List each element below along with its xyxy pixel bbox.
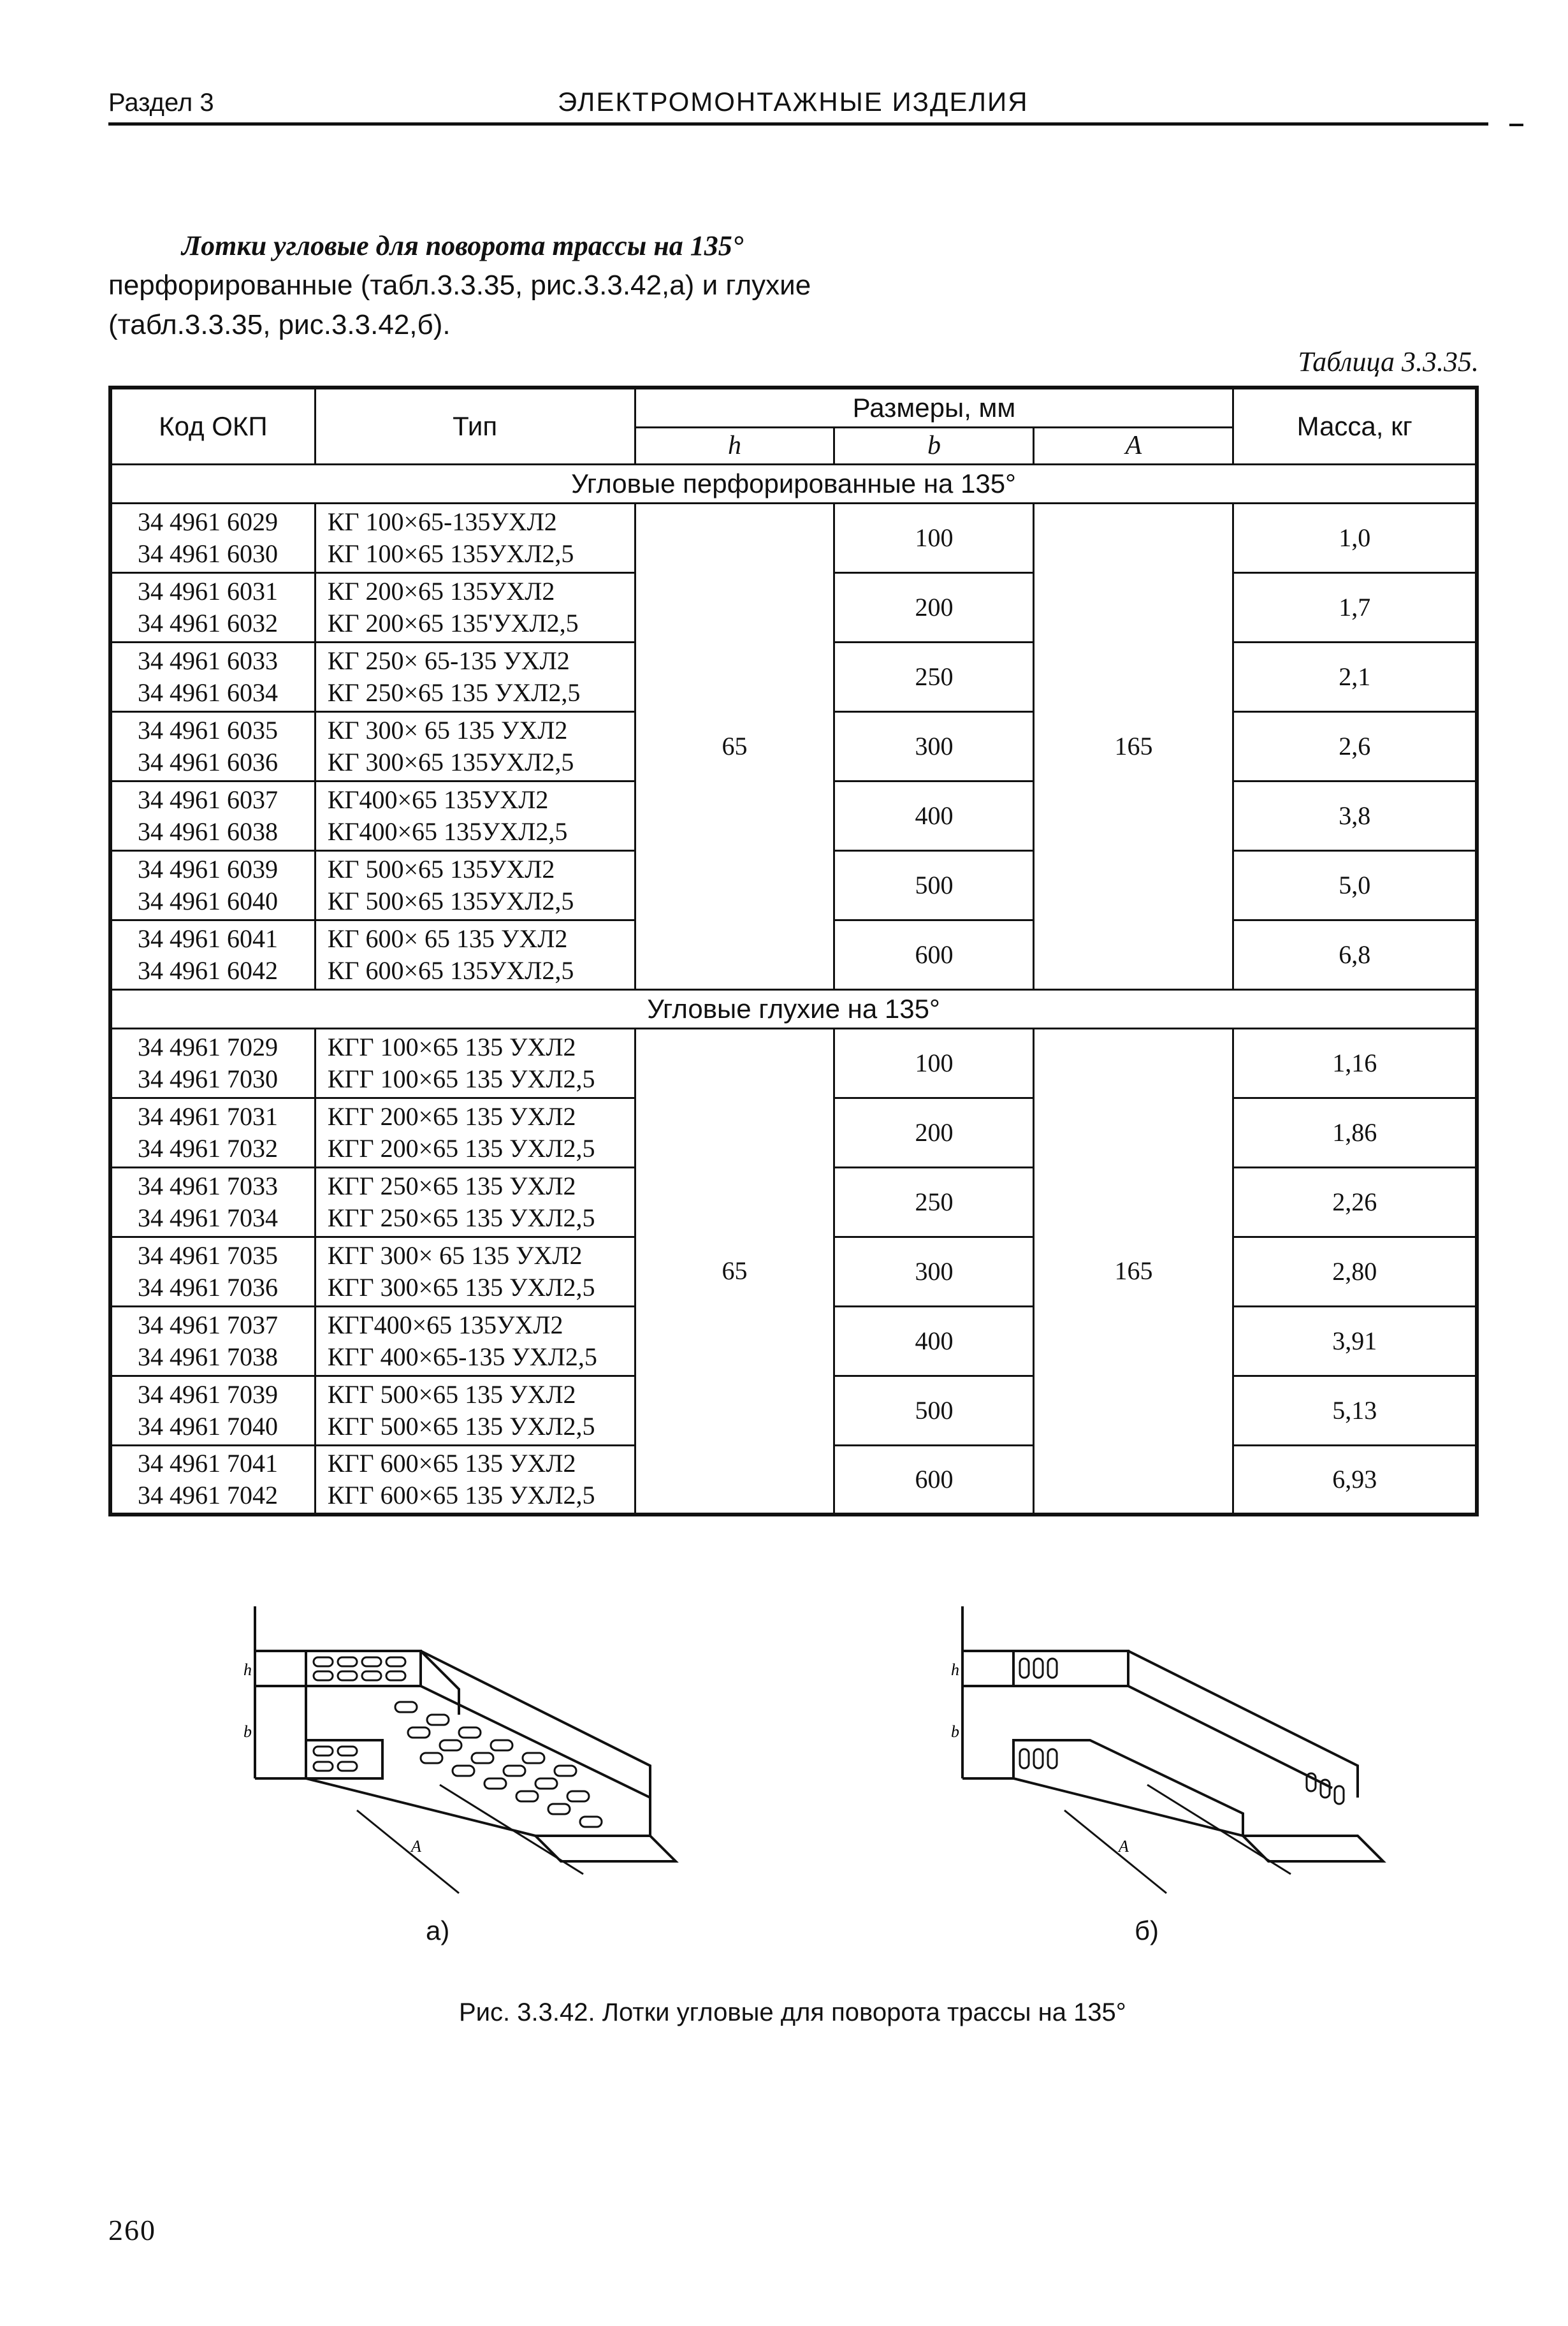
- header-rule-tick: [1509, 124, 1523, 126]
- okp-code: 34 4961 7038: [138, 1342, 278, 1371]
- type-cell: [315, 711, 635, 781]
- intro-paragraph: [108, 226, 860, 345]
- type-designation: КГГ 500×65 135 УХЛ2,5: [327, 1411, 595, 1441]
- type-designation: КГ 300×65 135УХЛ2,5: [327, 747, 574, 776]
- okp-code: 34 4961 6040: [138, 886, 278, 915]
- okp-code: 34 4961 7040: [138, 1411, 278, 1441]
- running-header: [108, 83, 1488, 126]
- okp-code: 34 4961 7032: [138, 1133, 278, 1163]
- mass-value-cell: 5,0: [1233, 850, 1477, 920]
- type-designation: КГ 500×65 135УХЛ2,5: [327, 886, 574, 915]
- spec-table: [108, 386, 1479, 1516]
- okp-code: 34 4961 7037: [138, 1310, 278, 1339]
- okp-code: 34 4961 7041: [138, 1448, 278, 1478]
- type-cell: [315, 642, 635, 711]
- mass-value-cell: 5,13: [1233, 1376, 1477, 1445]
- okp-code-cell: [110, 642, 315, 711]
- type-designation: КГГ 300×65 135 УХЛ2,5: [327, 1272, 595, 1302]
- okp-code: 34 4961 6033: [138, 646, 278, 675]
- b-value-cell: 100: [834, 1028, 1034, 1098]
- mass-value-cell: 2,1: [1233, 642, 1477, 711]
- table-row: [110, 1028, 1477, 1098]
- type-designation: КГ 100×65 135УХЛ2,5: [327, 539, 574, 568]
- type-designation: КГ 600×65 135УХЛ2,5: [327, 956, 574, 985]
- dim-A-label: A: [411, 1837, 421, 1856]
- type-designation: КГГ 500×65 135 УХЛ2: [327, 1379, 576, 1409]
- type-designation: КГГ 300× 65 135 УХЛ2: [327, 1240, 583, 1270]
- intro-lead: Лотки угловые для поворота трассы на 135°: [182, 230, 744, 261]
- type-designation: КГГ 250×65 135 УХЛ2,5: [327, 1203, 595, 1232]
- figure-perforated-tray: [229, 1594, 688, 1912]
- okp-code: 34 4961 6037: [138, 785, 278, 814]
- okp-code: 34 4961 7030: [138, 1064, 278, 1093]
- h-value-cell: 65: [635, 1028, 834, 1515]
- okp-code-cell: [110, 1237, 315, 1306]
- type-cell: [315, 850, 635, 920]
- figure-solid-tray: [937, 1594, 1396, 1912]
- type-designation: КГГ 100×65 135 УХЛ2,5: [327, 1064, 595, 1093]
- type-designation: КГ 500×65 135УХЛ2: [327, 854, 555, 883]
- b-value-cell: 250: [834, 1167, 1034, 1237]
- type-designation: КГ400×65 135УХЛ2: [327, 785, 549, 814]
- chapter-title: ЭЛЕКТРОМОНТАЖНЫЕ ИЗДЕЛИЯ: [558, 87, 1029, 117]
- b-value-cell: 300: [834, 1237, 1034, 1306]
- okp-code: 34 4961 7033: [138, 1171, 278, 1200]
- okp-code: 34 4961 7029: [138, 1032, 278, 1061]
- type-designation: КГ 300× 65 135 УХЛ2: [327, 715, 568, 745]
- type-cell: [315, 1098, 635, 1167]
- type-designation: КГ 600× 65 135 УХЛ2: [327, 924, 568, 953]
- mass-value-cell: 2,26: [1233, 1167, 1477, 1237]
- col-header-code: Код ОКП: [110, 388, 315, 464]
- type-designation: КГГ 200×65 135 УХЛ2,5: [327, 1133, 595, 1163]
- mass-value-cell: 2,80: [1233, 1237, 1477, 1306]
- okp-code: 34 4961 6029: [138, 507, 278, 536]
- mass-value-cell: 1,16: [1233, 1028, 1477, 1098]
- okp-code: 34 4961 7042: [138, 1480, 278, 1509]
- okp-code-cell: [110, 1306, 315, 1376]
- table-caption: Таблица 3.3.35.: [1298, 346, 1479, 377]
- col-header-b: b: [834, 427, 1034, 464]
- okp-code-cell: [110, 1167, 315, 1237]
- okp-code: 34 4961 6031: [138, 576, 278, 606]
- okp-code: 34 4961 6036: [138, 747, 278, 776]
- b-value-cell: 100: [834, 503, 1034, 572]
- b-value-cell: 200: [834, 1098, 1034, 1167]
- type-cell: [315, 920, 635, 989]
- okp-code: 34 4961 6034: [138, 678, 278, 707]
- group-header: Угловые глухие на 135°: [110, 989, 1477, 1028]
- okp-code-cell: [110, 1098, 315, 1167]
- okp-code-cell: [110, 1445, 315, 1515]
- intro-line-2: перфорированные (табл.3.3.35, рис.3.3.42,а) и глухие: [108, 270, 811, 301]
- type-designation: КГГ 400×65-135 УХЛ2,5: [327, 1342, 597, 1371]
- mass-value-cell: 3,91: [1233, 1306, 1477, 1376]
- figure-label-a: а): [426, 1915, 450, 1945]
- type-cell: [315, 1445, 635, 1515]
- mass-value-cell: 1,7: [1233, 572, 1477, 642]
- dim-b-label: b: [243, 1722, 252, 1741]
- type-designation: КГГ400×65 135УХЛ2: [327, 1310, 563, 1339]
- type-designation: КГ400×65 135УХЛ2,5: [327, 817, 568, 846]
- A-value-cell: 165: [1034, 503, 1233, 989]
- okp-code: 34 4961 7034: [138, 1203, 278, 1232]
- type-cell: [315, 1167, 635, 1237]
- type-cell: [315, 572, 635, 642]
- page-number: 260: [108, 2214, 156, 2246]
- okp-code: 34 4961 6041: [138, 924, 278, 953]
- group-header: Угловые перфорированные на 135°: [110, 464, 1477, 503]
- dim-b-label-b: b: [951, 1722, 959, 1741]
- mass-value-cell: 6,93: [1233, 1445, 1477, 1515]
- b-value-cell: 400: [834, 1306, 1034, 1376]
- b-value-cell: 600: [834, 1445, 1034, 1515]
- type-designation: КГГ 600×65 135 УХЛ2: [327, 1448, 576, 1478]
- type-designation: КГГ 200×65 135 УХЛ2: [327, 1101, 576, 1131]
- b-value-cell: 500: [834, 850, 1034, 920]
- type-designation: КГ 100×65-135УХЛ2: [327, 507, 557, 536]
- mass-value-cell: 2,6: [1233, 711, 1477, 781]
- mass-value-cell: 6,8: [1233, 920, 1477, 989]
- okp-code: 34 4961 6035: [138, 715, 278, 745]
- type-cell: [315, 1028, 635, 1098]
- okp-code-cell: [110, 781, 315, 850]
- dim-h-label: h: [243, 1661, 252, 1679]
- type-designation: КГ 200×65 135'УХЛ2,5: [327, 608, 579, 637]
- table-body: [110, 464, 1477, 1515]
- okp-code: 34 4961 7036: [138, 1272, 278, 1302]
- mass-value-cell: 1,86: [1233, 1098, 1477, 1167]
- mass-value-cell: 1,0: [1233, 503, 1477, 572]
- col-header-type: Тип: [315, 388, 635, 464]
- okp-code-cell: [110, 503, 315, 572]
- col-header-mass: Масса, кг: [1233, 388, 1477, 464]
- okp-code-cell: [110, 572, 315, 642]
- type-cell: [315, 1376, 635, 1445]
- b-value-cell: 600: [834, 920, 1034, 989]
- type-designation: КГГ 100×65 135 УХЛ2: [327, 1032, 576, 1061]
- col-header-h: h: [635, 427, 834, 464]
- b-value-cell: 250: [834, 642, 1034, 711]
- h-value-cell: 65: [635, 503, 834, 989]
- mass-value-cell: 3,8: [1233, 781, 1477, 850]
- okp-code-cell: [110, 1028, 315, 1098]
- b-value-cell: 300: [834, 711, 1034, 781]
- okp-code: 34 4961 7039: [138, 1379, 278, 1409]
- type-cell: [315, 1237, 635, 1306]
- okp-code: 34 4961 6030: [138, 539, 278, 568]
- dim-h-label-b: h: [951, 1661, 959, 1679]
- b-value-cell: 500: [834, 1376, 1034, 1445]
- type-designation: КГ 200×65 135УХЛ2: [327, 576, 555, 606]
- type-cell: [315, 781, 635, 850]
- section-label: Раздел 3: [108, 89, 214, 117]
- figure-caption: Рис. 3.3.42. Лотки угловые для поворота трассы на 135°: [459, 1998, 1126, 2026]
- col-header-dims: Размеры, мм: [635, 388, 1233, 427]
- b-value-cell: 200: [834, 572, 1034, 642]
- okp-code: 34 4961 6038: [138, 817, 278, 846]
- okp-code: 34 4961 6032: [138, 608, 278, 637]
- okp-code-cell: [110, 1376, 315, 1445]
- type-designation: КГ 250×65 135 УХЛ2,5: [327, 678, 581, 707]
- type-cell: [315, 503, 635, 572]
- col-header-A: A: [1034, 427, 1233, 464]
- figure-label-b: б): [1135, 1915, 1159, 1945]
- okp-code: 34 4961 6039: [138, 854, 278, 883]
- b-value-cell: 400: [834, 781, 1034, 850]
- okp-code-cell: [110, 711, 315, 781]
- type-designation: КГГ 600×65 135 УХЛ2,5: [327, 1480, 595, 1509]
- A-value-cell: 165: [1034, 1028, 1233, 1515]
- okp-code: 34 4961 7035: [138, 1240, 278, 1270]
- dim-A-label-b: A: [1119, 1837, 1129, 1856]
- type-cell: [315, 1306, 635, 1376]
- okp-code: 34 4961 6042: [138, 956, 278, 985]
- type-designation: КГГ 250×65 135 УХЛ2: [327, 1171, 576, 1200]
- okp-code: 34 4961 7031: [138, 1101, 278, 1131]
- okp-code-cell: [110, 850, 315, 920]
- intro-line-3: (табл.3.3.35, рис.3.3.42,б).: [108, 309, 451, 340]
- type-designation: КГ 250× 65-135 УХЛ2: [327, 646, 570, 675]
- table-row: [110, 503, 1477, 572]
- okp-code-cell: [110, 920, 315, 989]
